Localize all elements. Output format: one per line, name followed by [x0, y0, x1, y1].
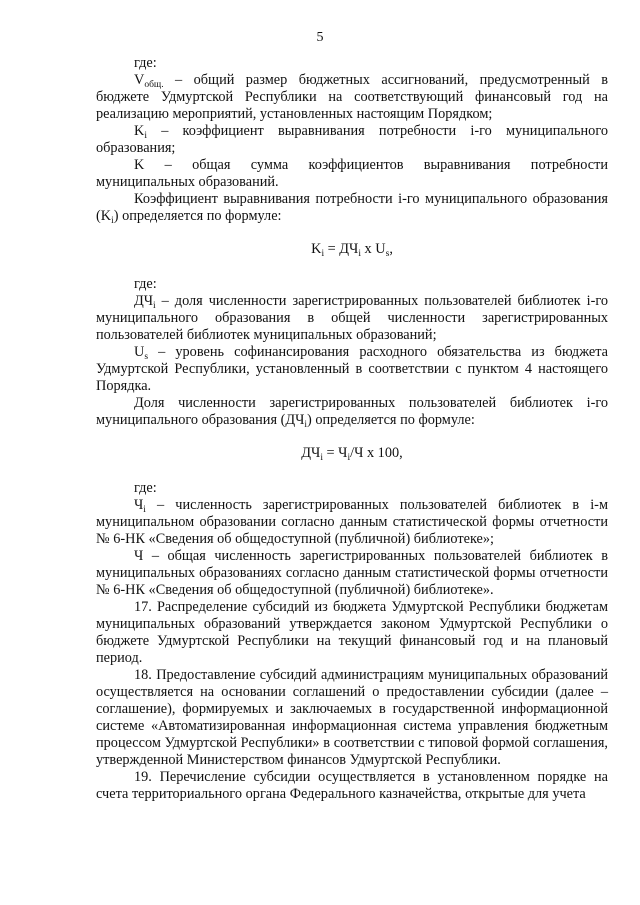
- subscript: i: [143, 505, 146, 515]
- page-number: 5: [316, 30, 324, 45]
- formula-k-i: $K_i = ДЧ_i$ x $U_s$,: [311, 241, 393, 259]
- where-label: где:: [134, 276, 157, 292]
- formula-intro-k-i: Коэффициент выравнивания потребности i-го муниципального образования $(K_i)$ определяется по формуле:: [96, 191, 608, 226]
- formula-dch-i: $ДЧ_i = Ч_i/Ч$ х 100,: [301, 445, 403, 463]
- definition-v-total: $V_{общ.}$ – общий размер бюджетных ассигнований, предусмотренный в бюджете Удмуртской Республики на соответствующий финансовый год на реализацию мероприятий, установленных настоящим Порядком;: [96, 72, 608, 122]
- subscript: i: [358, 249, 361, 259]
- document-body: [96, 55, 608, 803]
- subscript: i: [153, 301, 156, 311]
- subscript: s: [385, 249, 390, 259]
- definition-dch-i: $ДЧ_i$ – доля численности зарегистрированных пользователей библиотек i-го муниципального образования в общей численности зарегистрированных пользователей библиотек муниципальных образований;: [96, 293, 608, 343]
- formula-intro-dch-i: Доля численности зарегистрированных пользователей библиотек i-го муниципального образования $(ДЧ_i)$ определяется по формуле:: [96, 395, 608, 430]
- subscript: i: [111, 216, 114, 226]
- definition-ch-total: Ч – общая численность зарегистрированных пользователей библиотек в муниципальных образованиях согласно данным статистической формы отчетности № 6-НК «Сведения об общедоступной (публичной) библиотеке».: [96, 548, 608, 598]
- subscript: i: [304, 420, 308, 430]
- subscript: общ.: [144, 80, 164, 90]
- definition-u-s: $U_s$ – уровень софинансирования расходного обязательства из бюджета Удмуртской Республики, установленный в соответствии с пунктом 4 настоящего Порядка.: [96, 344, 608, 394]
- subscript: i: [347, 453, 351, 463]
- where-label: где:: [134, 55, 157, 71]
- paragraph-item-18: 18. Предоставление субсидий администрациям муниципальных образований осуществляется на основании соглашений о предоставлении субсидии (далее – соглашение), формируемых и заключаемых в государственной информационной системе «Автоматизированная информационная система управления бюджетным процессом Удмуртской Республики» в соответствии с типовой формой соглашения, утвержденной Министерством финансов Удмуртской Республики.: [96, 667, 608, 768]
- where-label: где:: [134, 480, 157, 496]
- definition-k-sum: K – общая сумма коэффициентов выравнивания потребности муниципальных образований.: [96, 157, 608, 190]
- subscript: s: [144, 352, 149, 362]
- definition-ch-i: $Ч_i$ – численность зарегистрированных пользователей библиотек в i-м муниципальном образовании согласно данным статистической формы отчетности № 6-НК «Сведения об общедоступной (публичной) библиотеке»;: [96, 497, 608, 547]
- subscript: i: [320, 453, 323, 463]
- paragraph-item-19: 19. Перечисление субсидии осуществляется в установленном порядке на счета территориального органа Федерального казначейства, открытые для учета: [96, 769, 608, 802]
- subscript: i: [144, 131, 147, 141]
- definition-k-i: $K_i$ – коэффициент выравнивания потребности i-го муниципального образования;: [96, 123, 608, 156]
- subscript: i: [321, 249, 325, 259]
- paragraph-item-17: 17. Распределение субсидий из бюджета Удмуртской Республики бюджетам муниципальных образований утверждается законом Удмуртской Республики о бюджете Удмуртской Республики на текущий финансовый год и на плановый период.: [96, 599, 608, 666]
